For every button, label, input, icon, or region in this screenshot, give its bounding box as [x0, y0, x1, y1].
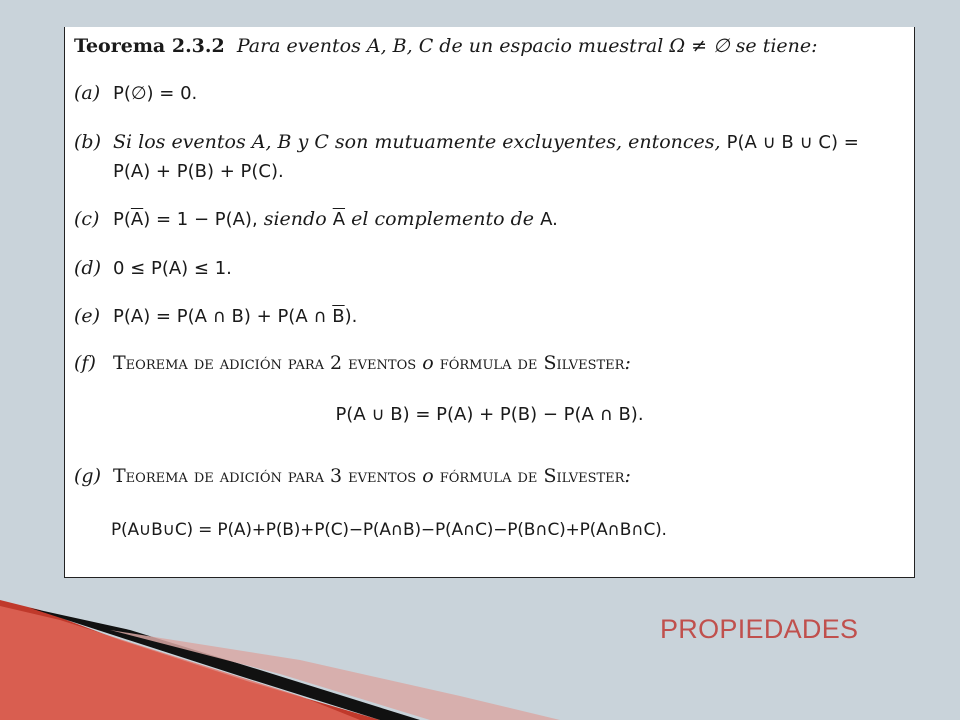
- item-b-text: Si los eventos A, B y C son mutuamente excluyentes, entonces,: [113, 131, 721, 153]
- item-a: [74, 82, 197, 104]
- item-c-math-end: A.: [540, 209, 558, 230]
- item-g-formula: P(A∪B∪C) = P(A)+P(B)+P(C)−P(A∩B)−P(A∩C)−P(B∩C)+P(A∩B∩C).: [111, 520, 667, 540]
- item-f-heading: Teorema de adición para 2 eventos: [113, 352, 417, 374]
- item-f: [74, 352, 631, 374]
- item-label: (c): [74, 208, 100, 230]
- item-f-formula-name: fórmula de Silvester: [439, 352, 625, 374]
- item-b-formula: P(A ∪ B ∪ C) =: [726, 132, 859, 153]
- item-b: [74, 131, 859, 153]
- item-e-formula: P(A) = P(A ∩ B) + P(A ∩: [113, 306, 333, 327]
- theorem-document: [64, 27, 915, 578]
- item-label: (d): [74, 257, 101, 279]
- item-f-colon: :: [624, 352, 631, 374]
- item-g-heading: Teorema de adición para 3 eventos: [113, 465, 417, 487]
- item-d: [74, 257, 232, 279]
- item-e-formula-end: ).: [344, 306, 358, 327]
- item-label: (b): [74, 131, 101, 153]
- item-f-formula: P(A ∪ B) = P(A) + P(B) − P(A ∩ B).: [335, 404, 644, 425]
- complement-b: $\overline{B}$: [332, 306, 345, 327]
- item-label: (g): [74, 465, 101, 487]
- item-f-or: o: [422, 352, 434, 374]
- item-g-or: o: [422, 465, 434, 487]
- theorem-intro: Para eventos A, B, C de un espacio muestral Ω ≠ ∅ se tiene:: [236, 35, 818, 57]
- item-c-text-2: el complemento de: [351, 208, 535, 230]
- item-e: [74, 305, 357, 327]
- item-label: (f): [74, 352, 96, 374]
- item-g-display: [111, 518, 667, 540]
- complement-a: $\overline{A}$: [130, 209, 144, 230]
- item-g-colon: :: [624, 465, 631, 487]
- item-d-formula: 0 ≤ P(A) ≤ 1.: [113, 258, 232, 279]
- complement-a-2: $\overline{A}$: [332, 209, 346, 230]
- item-c-math-rest: ) = 1 − P(A),: [143, 209, 258, 230]
- item-c-text: siendo: [263, 208, 327, 230]
- item-f-display: [65, 403, 914, 425]
- item-g-formula-name: fórmula de Silvester: [439, 465, 625, 487]
- item-label: (a): [74, 82, 101, 104]
- item-b-formula-2: P(A) + P(B) + P(C).: [113, 161, 284, 182]
- item-c-math-open: P(: [113, 209, 131, 230]
- item-a-formula: P(∅) = 0.: [113, 83, 198, 104]
- item-label: (e): [74, 305, 101, 327]
- item-b-continuation: [113, 160, 284, 182]
- item-c: [74, 208, 558, 230]
- item-g: [74, 465, 631, 487]
- slide-title: PROPIEDADES: [660, 614, 859, 644]
- theorem-heading: [74, 35, 818, 57]
- theorem-number: Teorema 2.3.2: [74, 35, 225, 57]
